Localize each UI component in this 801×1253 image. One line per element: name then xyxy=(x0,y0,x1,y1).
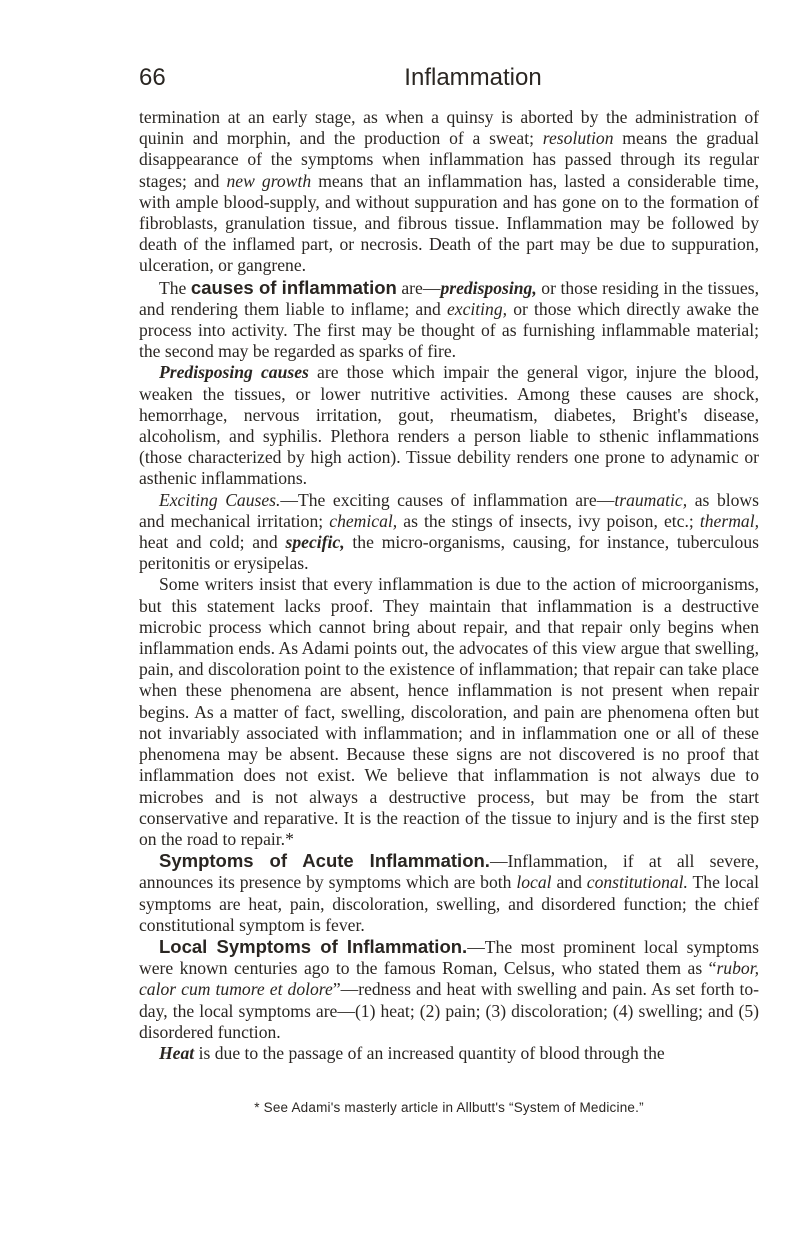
section-heading-acute-symptoms: Symptoms of Acute Inflammation. xyxy=(159,850,490,872)
paragraph-microorganisms: Some writers insist that every inflammation is due to the action of microorganisms, but this statement lacks proof. They maintain that inflammation is a destructive microbic process which cannot bring about repair, and that repair only begins when inflammation ends. As Adami points out, the advocates of this view argue that swelling, pain, and discoloration point to the existence of inflammation; that repair can take place when these phenomena are absent, hence inflammation is not present when repair begins. As a matter of fact, swelling, discoloration, and pain are phenomena often but not invariably associated with inflammation; and in inflammation one or all of these phenomena may be absent. Because these signs are not discovered is no proof that inflammation does not exist. We believe that inflammation is not always due to microbes and is not always a destructive process, but may be from the start conservative and reparative. It is the reaction of the tissue to injury and is the first step on the road to repair.* xyxy=(139,574,759,849)
paragraph-causes: The causes of inflammation are—predisposing, or those residing in the tissues, and rendering them liable to inflame; and exciting, or those which directly awake the process into activity. The first may be thought of as furnishing inflammable material; the second may be regarded as sparks of fire. xyxy=(139,276,759,362)
section-heading-causes: causes of inflammation xyxy=(190,276,397,298)
page-number: 66 xyxy=(139,64,166,91)
footnote: * See Adami's masterly article in Allbutt's “System of Medicine.” xyxy=(254,1100,644,1115)
running-title: Inflammation xyxy=(404,64,542,91)
section-heading-local-symptoms: Local Symptoms of Inflammation. xyxy=(159,935,468,957)
paragraph-predisposing: Predisposing causes are those which impair the general vigor, injure the blood, weaken the tissues, or lower nutritive activities. Among these causes are shock, hemorrhage, nervous irritation, gout, rheumatism, diabetes, Bright's disease, alcoholism, and syphilis. Plethora renders a person liable to sthenic inflammations (those characterized by high action). Tissue debility renders one prone to adynamic or asthenic inflammations. xyxy=(139,362,759,489)
page-header xyxy=(139,64,759,94)
body-text xyxy=(139,107,759,1064)
paragraph-local-symptoms: Local Symptoms of Inflammation.—The most prominent local symptoms were known centuries ago to the famous Roman, Celsus, who stated them as “rubor, calor cum tumore et dolore”—redness and heat with swelling and pain. As set forth to-day, the local symptoms are—(1) heat; (2) pain; (3) discoloration; (4) swelling; and (5) disordered function. xyxy=(139,935,760,1042)
paragraph-heat: Heat is due to the passage of an increased quantity of blood through the xyxy=(159,1042,665,1063)
paragraph-termination: termination at an early stage, as when a quinsy is aborted by the administration of quinin and morphin, and the production of a sweat; resolution means the gradual disappearance of the symptoms when inflammation has passed through its regular stages; and new growth means that an inflammation has, lasted a considerable time, with ample blood-supply, and without suppuration and has gone on to the formation of fibroblasts, granulation tissue, and fibrous tissue. Inflammation may be followed by death of the inflamed part, or necrosis. Death of the part may be due to suppuration, ulceration, or gangrene. xyxy=(139,107,759,276)
paragraph-exciting: Exciting Causes.—The exciting causes of inflammation are—traumatic, as blows and mechanical irritation; chemical, as the stings of insects, ivy poison, etc.; thermal, heat and cold; and specific, the micro-organisms, causing, for instance, tuberculous peritonitis or erysipelas. xyxy=(139,489,759,574)
paragraph-acute-symptoms: Symptoms of Acute Inflammation.—Inflammation, if at all severe, announces its presence by symptoms which are both local and constitutional. The local symptoms are heat, pain, discoloration, swelling, and disordered function; the chief constitutional symptom is fever. xyxy=(139,850,759,935)
